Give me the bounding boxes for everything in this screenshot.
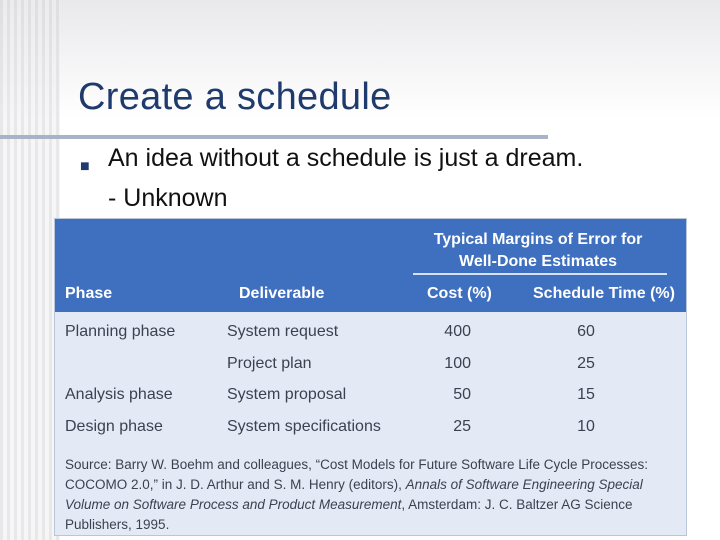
cell-schedule: 10 bbox=[577, 418, 595, 435]
cell-phase: Analysis phase bbox=[65, 386, 173, 403]
table-header bbox=[55, 219, 686, 312]
bullet-text-line-1: An idea without a schedule is just a dream. bbox=[108, 144, 584, 172]
cell-cost: 50 bbox=[453, 386, 471, 403]
cell-schedule: 15 bbox=[577, 386, 595, 403]
table-row bbox=[55, 386, 686, 416]
source-note bbox=[65, 455, 675, 535]
cell-deliverable: System request bbox=[227, 323, 339, 340]
estimate-table bbox=[54, 218, 687, 536]
cell-cost: 100 bbox=[444, 355, 471, 372]
source-text-part-2: , Amsterdam: J. C. Baltzer AG Science Publishers, 1995. bbox=[65, 497, 633, 532]
cell-deliverable: Project plan bbox=[227, 355, 312, 372]
group-header-line-1: Typical Margins of Error for bbox=[433, 231, 643, 248]
bullet-square-icon: ■ bbox=[80, 158, 90, 175]
title-underline bbox=[0, 135, 548, 139]
cell-deliverable: System proposal bbox=[227, 386, 347, 403]
table-row bbox=[55, 355, 686, 385]
group-header bbox=[413, 229, 663, 273]
source-text-italic: Annals of Software Engineering Special Volume on Software Process and Product Measurement bbox=[65, 477, 643, 512]
bullet-text-line-2: - Unknown bbox=[108, 184, 228, 212]
table-row bbox=[55, 323, 686, 353]
cell-deliverable: System specifications bbox=[227, 418, 381, 435]
column-header-phase: Phase bbox=[65, 285, 113, 302]
cell-phase: Design phase bbox=[65, 418, 163, 435]
cell-schedule: 25 bbox=[577, 355, 595, 372]
background-stripes bbox=[0, 0, 60, 540]
column-header-cost: Cost (%) bbox=[427, 285, 492, 302]
cell-cost: 25 bbox=[453, 418, 471, 435]
slide-title: Create a schedule bbox=[78, 76, 392, 118]
group-header-rule bbox=[413, 273, 667, 275]
source-text-part-1: Source: Barry W. Boehm and colleagues, “Cost Models for Future Software Life Cycle Processes: COCOMO 2.0,” in J. D. Arthur and S. M. Henry (editors), bbox=[65, 457, 648, 492]
table-row bbox=[55, 418, 686, 448]
column-header-deliverable: Deliverable bbox=[239, 285, 325, 302]
cell-phase: Planning phase bbox=[65, 323, 176, 340]
group-header-line-2: Well-Done Estimates bbox=[459, 253, 617, 270]
cell-cost: 400 bbox=[444, 323, 471, 340]
column-header-schedule: Schedule Time (%) bbox=[533, 285, 675, 302]
cell-schedule: 60 bbox=[577, 323, 595, 340]
